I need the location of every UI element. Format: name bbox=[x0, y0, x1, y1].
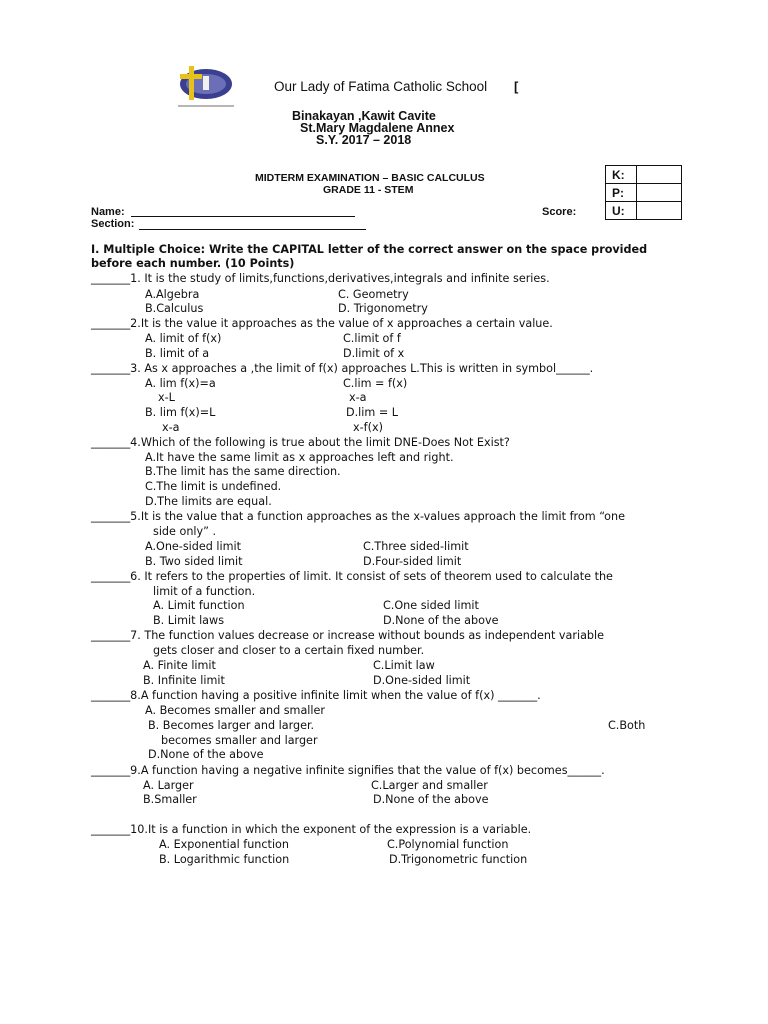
question-6: _______6. It refers to the properties of limit. It consist of sets of theorem used to calculate the bbox=[91, 570, 613, 583]
q10-option-c: C.Polynomial function bbox=[387, 838, 509, 851]
q5-option-b: B. Two sided limit bbox=[145, 555, 243, 568]
q7-option-c: C.Limit law bbox=[373, 659, 435, 672]
q7-option-a: A. Finite limit bbox=[143, 659, 216, 672]
school-logo bbox=[172, 62, 236, 110]
q3-option-a: A. lim f(x)=a bbox=[145, 377, 216, 390]
question-2: _______2.It is the value it approaches as the value of x approaches a certain value. bbox=[91, 317, 553, 330]
q3-option-c: C.lim = f(x) bbox=[343, 377, 408, 390]
q1-option-b: B.Calculus bbox=[145, 302, 204, 315]
q8-option-c: C.Both bbox=[608, 719, 646, 732]
address-line-1: Binakayan ,Kawit Cavite bbox=[292, 109, 436, 123]
u-label: U: bbox=[606, 202, 637, 220]
q3-option-a-subscript: x-L bbox=[158, 391, 175, 404]
q3-option-b: B. lim f(x)=L bbox=[145, 406, 216, 419]
q3-option-d-subscript: x-f(x) bbox=[353, 421, 383, 434]
school-year: S.Y. 2017 – 2018 bbox=[316, 133, 412, 147]
q1-option-d: D. Trigonometry bbox=[338, 302, 428, 315]
score-label: Score: bbox=[542, 206, 577, 218]
q1-option-c: C. Geometry bbox=[338, 288, 409, 301]
instructions-line-2: before each number. (10 Points) bbox=[91, 257, 295, 270]
k-field[interactable] bbox=[637, 166, 682, 184]
k-label: K: bbox=[606, 166, 637, 184]
bracket-mark: [ bbox=[514, 79, 519, 94]
q5-option-c: C.Three sided-limit bbox=[363, 540, 469, 553]
q10-option-a: A. Exponential function bbox=[159, 838, 289, 851]
q2-option-d: D.limit of x bbox=[343, 347, 405, 360]
q2-option-a: A. limit of f(x) bbox=[145, 332, 222, 345]
address-line-2: St.Mary Magdalene Annex bbox=[300, 121, 455, 135]
question-5-continued: side only” . bbox=[153, 525, 217, 538]
q4-option-a: A.It have the same limit as x approaches left and right. bbox=[145, 451, 454, 464]
q4-option-d: D.The limits are equal. bbox=[145, 495, 272, 508]
q6-option-a: A. Limit function bbox=[153, 599, 245, 612]
question-9: _______9.A function having a negative infinite signifies that the value of f(x) becomes______. bbox=[91, 764, 605, 777]
q6-option-b: B. Limit laws bbox=[153, 614, 225, 627]
question-6-continued: limit of a function. bbox=[153, 585, 256, 598]
q3-option-b-subscript: x-a bbox=[162, 421, 180, 434]
q3-option-c-subscript: x-a bbox=[349, 391, 367, 404]
instructions-line-1: I. Multiple Choice: Write the CAPITAL letter of the correct answer on the space provided bbox=[91, 243, 648, 256]
q8-option-c-continued: becomes smaller and larger bbox=[161, 734, 318, 747]
question-8: _______8.A function having a positive infinite limit when the value of f(x) _______. bbox=[91, 689, 541, 702]
q8-option-a: A. Becomes smaller and smaller bbox=[145, 704, 326, 717]
q2-option-b: B. limit of a bbox=[145, 347, 210, 360]
q4-option-b: B.The limit has the same direction. bbox=[145, 465, 341, 478]
q4-option-c: C.The limit is undefined. bbox=[145, 480, 282, 493]
section-line[interactable] bbox=[139, 229, 366, 230]
section-label: Section: bbox=[91, 218, 135, 230]
q9-option-b: B.Smaller bbox=[143, 793, 197, 806]
question-10: _______10.It is a function in which the exponent of the expression is a variable. bbox=[91, 823, 532, 836]
q10-option-d: D.Trigonometric function bbox=[389, 853, 528, 866]
school-name: Our Lady of Fatima Catholic School bbox=[274, 79, 488, 94]
q8-option-d: D.None of the above bbox=[148, 748, 264, 761]
q2-option-c: C.limit of f bbox=[343, 332, 401, 345]
kpu-score-table bbox=[605, 165, 682, 220]
question-1: _______1. It is the study of limits,functions,derivatives,integrals and infinite series. bbox=[91, 272, 550, 285]
question-7-continued: gets closer and closer to a certain fixed number. bbox=[153, 644, 425, 657]
q5-option-d: D.Four-sided limit bbox=[363, 555, 462, 568]
q3-option-d: D.lim = L bbox=[346, 406, 399, 419]
u-field[interactable] bbox=[637, 202, 682, 220]
q9-option-a: A. Larger bbox=[143, 779, 194, 792]
p-label: P: bbox=[606, 184, 637, 202]
q7-option-b: B. Infinite limit bbox=[143, 674, 225, 687]
question-4: _______4.Which of the following is true about the limit DNE-Does Not Exist? bbox=[91, 436, 510, 449]
question-7: _______7. The function values decrease or increase without bounds as independent variable bbox=[91, 629, 605, 642]
q6-option-d: D.None of the above bbox=[383, 614, 499, 627]
q1-option-a: A.Algebra bbox=[145, 288, 200, 301]
q9-option-d: D.None of the above bbox=[373, 793, 489, 806]
name-label: Name: bbox=[91, 206, 125, 218]
question-3: _______3. As x approaches a ,the limit of f(x) approaches L.This is written in symbol______. bbox=[91, 362, 594, 375]
name-line[interactable] bbox=[131, 216, 355, 217]
q8-option-b: B. Becomes larger and larger. bbox=[148, 719, 315, 732]
p-field[interactable] bbox=[637, 184, 682, 202]
q5-option-a: A.One-sided limit bbox=[145, 540, 242, 553]
q9-option-c: C.Larger and smaller bbox=[371, 779, 488, 792]
q6-option-c: C.One sided limit bbox=[383, 599, 479, 612]
q7-option-d: D.One-sided limit bbox=[373, 674, 471, 687]
grade-level: GRADE 11 - STEM bbox=[323, 184, 414, 196]
question-5: _______5.It is the value that a function approaches as the x-values approach the limit from “one bbox=[91, 510, 625, 523]
q10-option-b: B. Logarithmic function bbox=[159, 853, 290, 866]
exam-title: MIDTERM EXAMINATION – BASIC CALCULUS bbox=[255, 172, 485, 184]
